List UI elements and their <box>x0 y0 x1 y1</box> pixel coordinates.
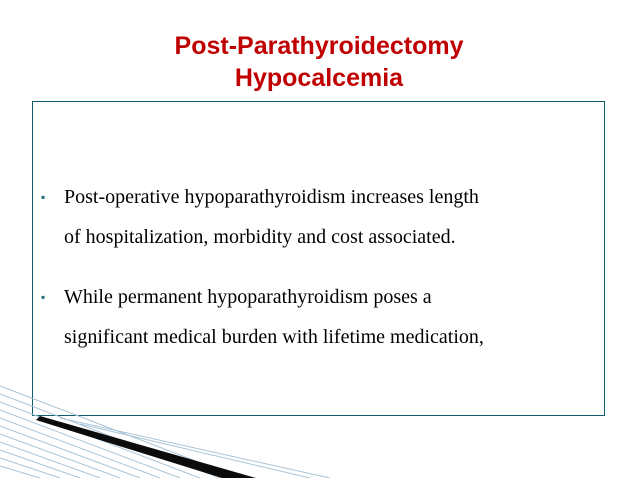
slide-title <box>0 30 638 94</box>
bullet-1-line-1: Post-operative hypoparathyroidism increases length <box>64 186 479 208</box>
light-stripes <box>0 386 330 478</box>
bullet-item-1 <box>33 177 604 257</box>
bullet-2-line-2: significant medical burden with lifetime medication, <box>64 326 484 348</box>
bullet-2-line-1: While permanent hypoparathyroidism poses a <box>64 286 432 308</box>
bullet-1-line-2: of hospitalization, morbidity and cost associated. <box>64 226 456 248</box>
bullet-item-2 <box>33 277 604 357</box>
bullet-list <box>33 177 604 377</box>
title-line-1: Post-Parathyroidectomy <box>174 32 464 60</box>
decorative-stripes <box>0 380 638 478</box>
square-bullet-icon: ▪ <box>41 290 46 304</box>
content-box <box>32 101 605 416</box>
title-line-2: Hypocalcemia <box>234 64 404 92</box>
dark-stripe <box>36 416 256 478</box>
square-bullet-icon: ▪ <box>41 190 46 204</box>
